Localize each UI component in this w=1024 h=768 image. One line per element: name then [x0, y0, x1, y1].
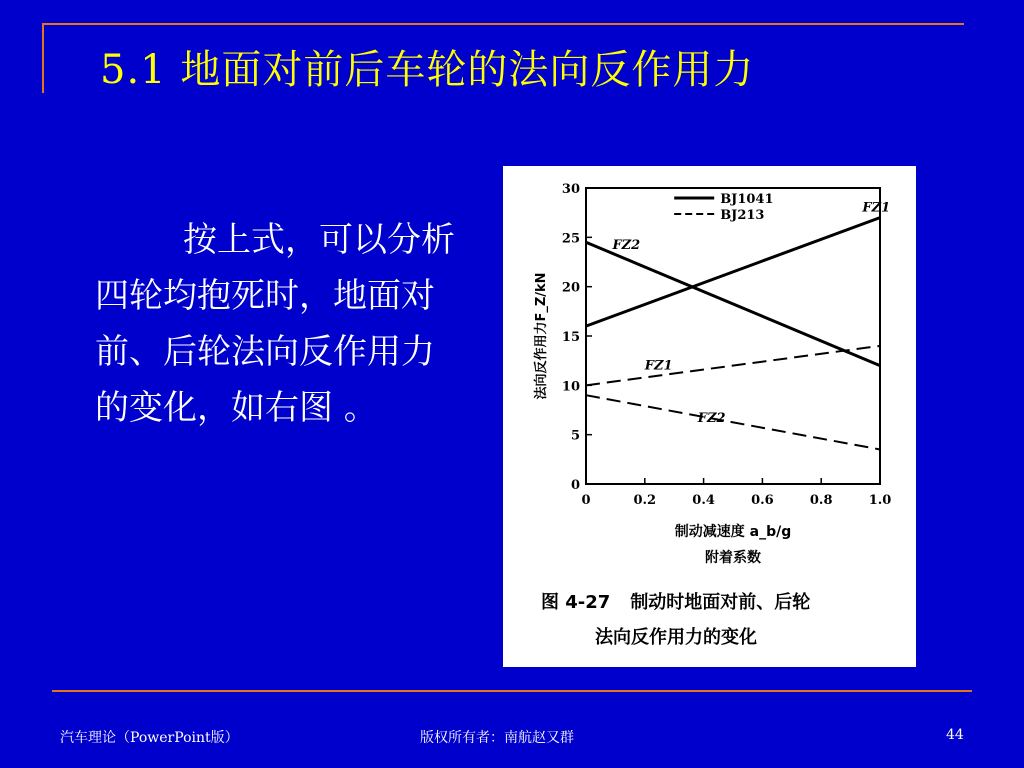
y-tick-label: 20: [561, 280, 580, 296]
footer-course-title: 汽车理论（PowerPoint版）: [60, 730, 239, 746]
series-label-fz2: FZ2: [697, 410, 726, 426]
x-axis-label-secondary: 附着系数: [705, 550, 761, 566]
x-tick-label: 0: [581, 493, 591, 508]
series-line-bj1041-fz2: [586, 242, 880, 365]
y-tick-label: 5: [570, 428, 580, 444]
slide-body-text: 按上式，可以分析四轮均抱死时，地面对前、后轮法向反作用力的变化，如右图 。: [95, 220, 455, 428]
chart: [503, 166, 916, 586]
footer-accent-line: [52, 690, 972, 692]
figure-caption-number: 图 4-27: [541, 592, 611, 613]
x-tick-label: 0.6: [751, 493, 774, 508]
figure-caption-line2: 法向反作用力的变化: [595, 627, 757, 648]
x-tick-label: 1.0: [868, 493, 892, 508]
series-label-fz1: FZ1: [862, 200, 891, 216]
y-tick-label: 10: [561, 379, 580, 395]
series-line-bj213-fz2: [586, 395, 880, 449]
series-line-bj1041-fz1: [586, 218, 880, 327]
figure-caption-line1: [541, 588, 954, 614]
x-tick-label: 0.4: [692, 493, 715, 508]
x-axis-label: 制动减速度 a_b/g: [674, 524, 792, 540]
legend-label: BJ213: [720, 208, 765, 223]
title-accent-bar: [42, 23, 44, 93]
y-tick-label: 15: [561, 330, 580, 345]
x-tick-label: 0.8: [809, 493, 833, 508]
y-axis-label: 法向反作用力F_Z/kN: [534, 272, 549, 400]
series-label-fz2: FZ2: [612, 238, 641, 254]
figure-panel: [503, 166, 916, 667]
series-line-bj213-fz1: [586, 346, 880, 385]
x-tick-label: 0.2: [633, 493, 657, 508]
y-tick-label: 0: [570, 478, 580, 493]
series-label-fz1: FZ1: [644, 358, 673, 374]
footer-copyright: 版权所有者：南航赵又群: [420, 730, 574, 746]
legend-label: BJ1041: [720, 192, 774, 207]
slide-title: 5.1 地面对前后车轮的法向反作用力: [100, 47, 755, 93]
y-tick-label: 30: [561, 182, 580, 197]
title-accent-line: [44, 23, 964, 25]
footer-page-number: 44: [946, 727, 964, 743]
figure-caption-text1: 制动时地面对前、后轮: [630, 592, 811, 613]
y-tick-label: 25: [561, 231, 580, 247]
